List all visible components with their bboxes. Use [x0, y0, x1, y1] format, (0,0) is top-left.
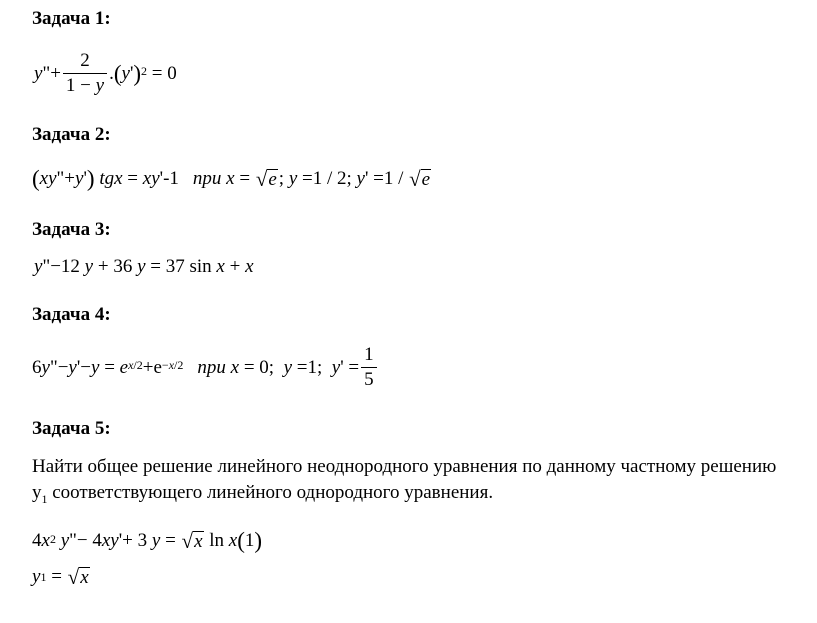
condition-word: при	[197, 356, 226, 378]
task-5-particular-solution: y 1 = √ x	[32, 565, 89, 589]
sqrt: √ e	[409, 167, 431, 191]
task-1-formula: y "+ $\frac{2}{1 - y}$ . ( y ' ) $^2$ = 0	[34, 50, 177, 96]
task-2-formula: ( xy "+ y ' ) tgx = xy '-1 при x = √ e ; y =1 / 2; y ' =1 / √ e	[32, 166, 431, 191]
sqrt: √ e	[255, 167, 277, 191]
task-5-description: Найти общее решение линейного неоднородного уравнения по данному частному решению $y_1$ соответствующего линейного однородного уравнения.	[32, 456, 777, 506]
sqrt: √ x	[181, 529, 203, 553]
sqrt: √ x	[67, 565, 89, 589]
task-5-title: Задача 5:	[32, 418, 111, 439]
fraction: $\frac{2}{1 - y}$	[63, 50, 107, 97]
task-2-title: Задача 2:	[32, 124, 111, 145]
task-3-formula: y "−12 y + 36 y = 37 sin x + x	[34, 256, 254, 277]
task-1-title: Задача 1:	[32, 8, 111, 29]
task-4-title: Задача 4:	[32, 304, 111, 325]
task-3-title: Задача 3:	[32, 219, 111, 240]
fraction: $\frac{1}{5}$	[361, 344, 377, 391]
task-4-formula: 6 y "− y '− y = e $^{x /2}$ +e $^{-x /2}$ при x = 0; y =1; y ' = $\frac{1}{5}$	[32, 344, 379, 391]
task-5-formula: 4 x $^2$ y "− 4 xy '+ 3 y = √ x ln x ( 1 )	[32, 528, 263, 553]
condition-word: при	[192, 168, 222, 189]
